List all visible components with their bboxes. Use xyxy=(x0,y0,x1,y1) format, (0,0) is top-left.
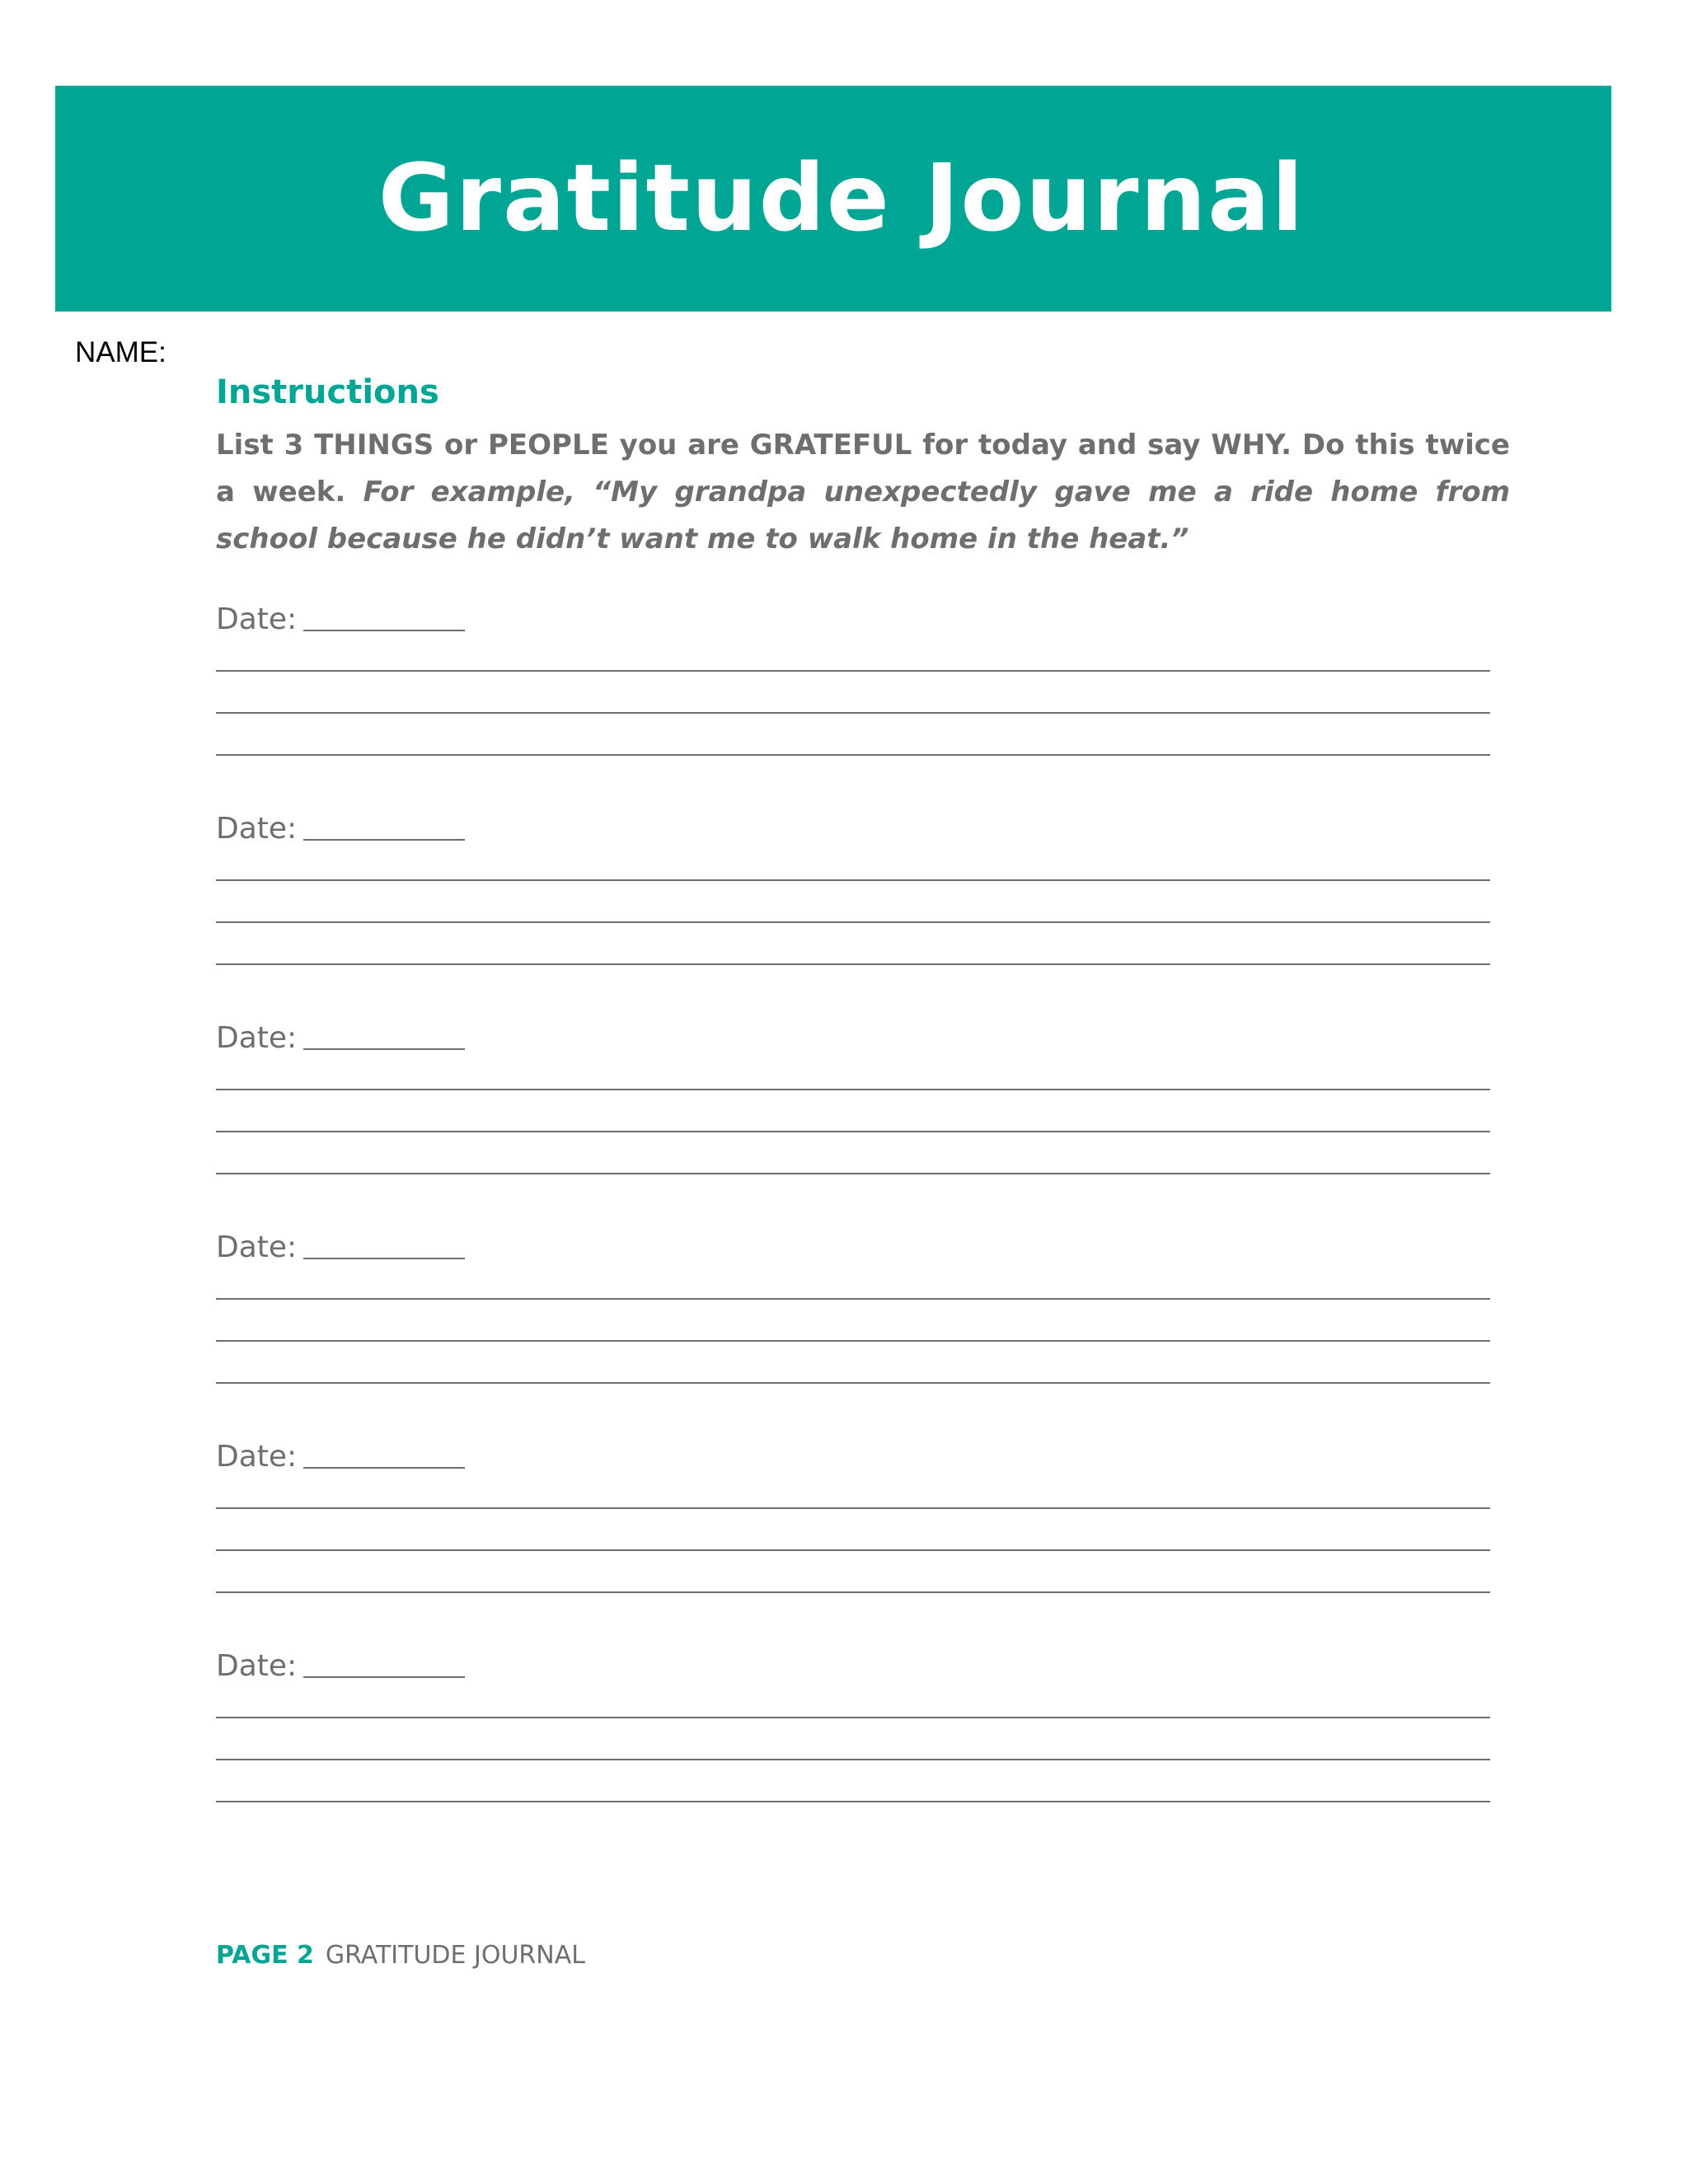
date-row xyxy=(216,1014,1490,1055)
writing-line[interactable] xyxy=(216,1340,1490,1342)
date-row xyxy=(216,1432,1490,1474)
writing-line[interactable] xyxy=(216,1549,1490,1551)
page-title: Gratitude Journal xyxy=(377,145,1306,252)
instructions-text xyxy=(216,422,1510,563)
writing-line[interactable] xyxy=(216,1382,1490,1384)
writing-line[interactable] xyxy=(216,879,1490,881)
writing-line[interactable] xyxy=(216,1173,1490,1174)
page-footer xyxy=(216,1941,585,1970)
instructions-body: List 3 THINGS or PEOPLE you are GRATEFUL for today and say WHY. Do this twice a week. xyxy=(216,429,1510,509)
writing-line[interactable] xyxy=(216,921,1490,923)
date-field[interactable] xyxy=(303,1047,465,1050)
date-label: Date: xyxy=(216,602,298,636)
date-field[interactable] xyxy=(303,1257,465,1259)
date-field[interactable] xyxy=(303,838,465,841)
date-label: Date: xyxy=(216,812,298,846)
journal-entry xyxy=(216,595,1490,804)
date-label: Date: xyxy=(216,1649,298,1683)
writing-line[interactable] xyxy=(216,1089,1490,1090)
date-row xyxy=(216,1223,1490,1264)
instructions-example: For example, “My grandpa unexpectedly gave me a ride home from school because he didn’t want me to walk home in the heat.” xyxy=(216,476,1511,555)
writing-line[interactable] xyxy=(216,1591,1490,1593)
writing-line[interactable] xyxy=(216,963,1490,965)
date-label: Date: xyxy=(216,1021,298,1055)
date-row xyxy=(216,1642,1490,1683)
writing-line[interactable] xyxy=(216,1298,1490,1300)
title-banner xyxy=(55,86,1611,312)
page-number: PAGE 2 xyxy=(216,1941,314,1970)
writing-line[interactable] xyxy=(216,754,1490,756)
writing-line[interactable] xyxy=(216,1717,1490,1718)
writing-line[interactable] xyxy=(216,1131,1490,1132)
journal-entry xyxy=(216,1432,1490,1642)
date-row xyxy=(216,595,1490,636)
writing-line[interactable] xyxy=(216,670,1490,672)
journal-entries xyxy=(216,595,1490,1851)
date-row xyxy=(216,804,1490,846)
date-label: Date: xyxy=(216,1230,298,1264)
writing-line[interactable] xyxy=(216,1801,1490,1802)
date-field[interactable] xyxy=(303,1675,465,1678)
date-field[interactable] xyxy=(303,1466,465,1469)
footer-title: GRATITUDE JOURNAL xyxy=(325,1941,585,1970)
journal-entry xyxy=(216,1223,1490,1432)
journal-entry xyxy=(216,1642,1490,1851)
journal-entry xyxy=(216,1014,1490,1223)
writing-line[interactable] xyxy=(216,712,1490,714)
writing-line[interactable] xyxy=(216,1759,1490,1760)
date-label: Date: xyxy=(216,1440,298,1474)
journal-entry xyxy=(216,804,1490,1014)
date-field[interactable] xyxy=(303,629,465,631)
name-label: NAME: xyxy=(75,336,166,368)
writing-line[interactable] xyxy=(216,1507,1490,1509)
instructions-heading: Instructions xyxy=(216,373,439,411)
